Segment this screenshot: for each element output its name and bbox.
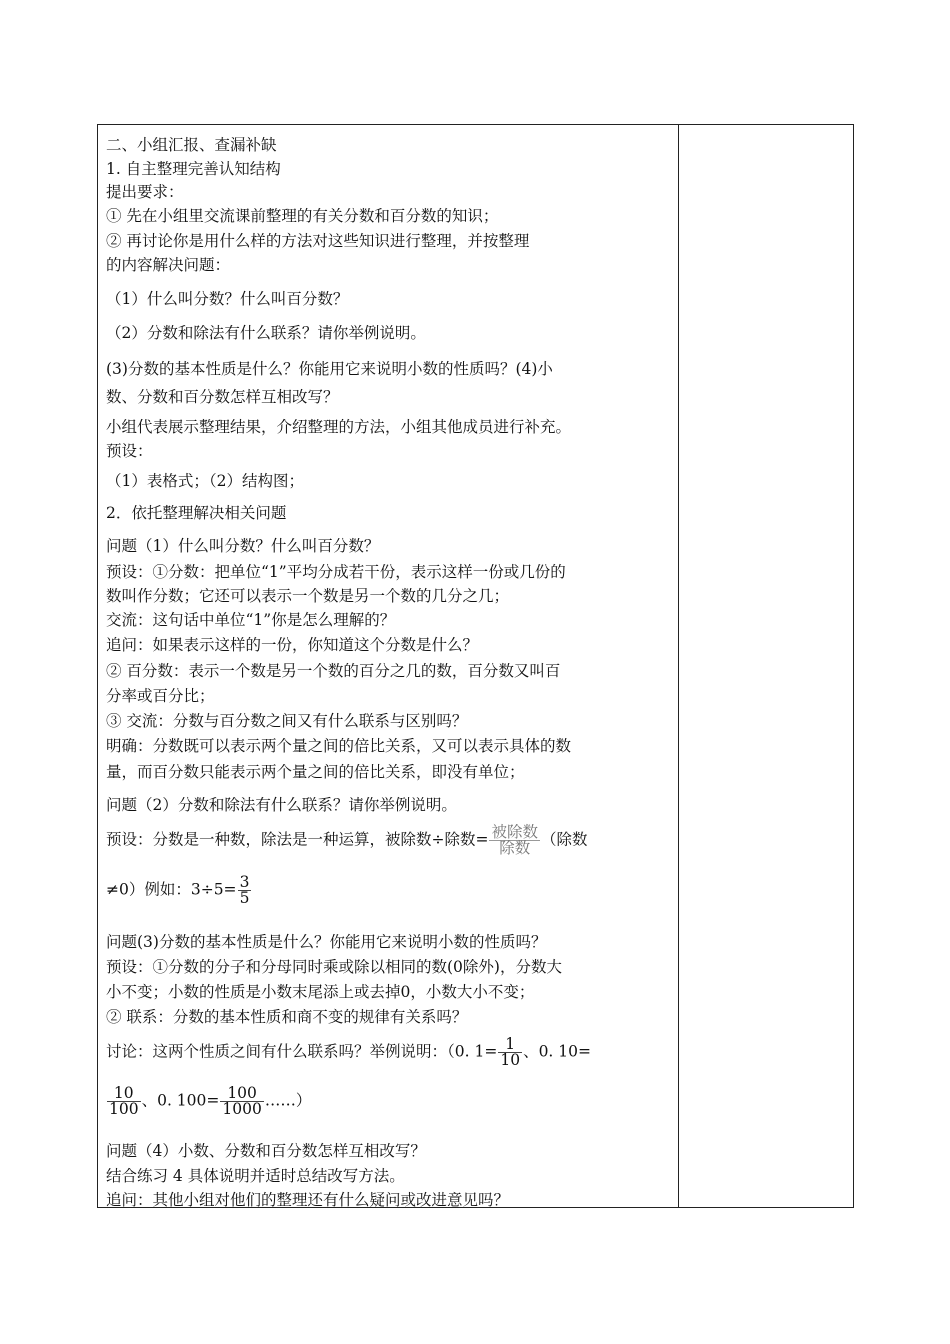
text-line: 问题（1）什么叫分数？什么叫百分数？ — [106, 537, 380, 555]
fraction-numerator: 3 — [239, 873, 250, 891]
text-line: 二、小组汇报、查漏补缺 — [106, 136, 277, 154]
text-line: 数、分数和百分数怎样互相改写？ — [106, 388, 339, 406]
text-line: 1. 自主整理完善认知结构 — [106, 160, 281, 178]
fraction-denominator: 除数 — [499, 839, 531, 857]
fraction-numerator: 10 — [107, 1086, 141, 1102]
example-line — [106, 875, 252, 906]
lesson-table — [97, 124, 854, 1208]
text-line: ② 百分数：表示一个数是另一个数的百分之几的数，百分数又叫百 — [106, 662, 561, 680]
text-line: 问题(3)分数的基本性质是什么？你能用它来说明小数的性质吗？ — [106, 933, 547, 951]
text-line: 预设： — [106, 442, 153, 460]
fraction — [107, 1086, 141, 1117]
text-line: （2）分数和除法有什么联系？请你举例说明。 — [106, 324, 426, 342]
fraction-numerator: 100 — [220, 1086, 263, 1102]
discussion-line — [106, 1037, 591, 1068]
text-line: ③ 交流：分数与百分数之间又有什么联系与区别吗？ — [106, 712, 468, 730]
text-line: 结合练习 4 具体说明并适时总结改写方法。 — [106, 1167, 405, 1185]
fraction-denominator: 5 — [239, 889, 250, 907]
text-line: 数叫作分数；它还可以表示一个数是另一个数的几分之几； — [106, 587, 510, 605]
text-line: (3)分数的基本性质是什么？你能用它来说明小数的性质吗？(4)小 — [106, 360, 553, 378]
division-prefix: 预设：分数是一种数，除法是一种运算，被除数÷除数= — [106, 830, 489, 849]
fraction-denominator: 1000 — [222, 1100, 262, 1118]
fraction-denominator: 10 — [500, 1051, 521, 1069]
text-line: 问题（4）小数、分数和百分数怎样互相改写？ — [106, 1142, 426, 1160]
text-line: 提出要求： — [106, 183, 184, 201]
text-line: 小组代表展示整理结果，介绍整理的方法，小组其他成员进行补充。 — [106, 418, 572, 436]
fraction-numerator: 1 — [498, 1037, 522, 1053]
text-line: 预设：①分数的分子和分母同时乘或除以相同的数(0除外)，分数大 — [106, 958, 562, 976]
fraction — [489, 825, 540, 856]
text-line: 追问：如果表示这样的一份，你知道这个分数是什么？ — [106, 636, 479, 654]
example-prefix: ≠0）例如：3÷5= — [106, 880, 237, 899]
text-line: 分率或百分比； — [106, 687, 215, 705]
fraction — [498, 1037, 522, 1068]
fraction-denominator: 100 — [109, 1100, 139, 1118]
text-line: 小不变；小数的性质是小数末尾添上或去掉0，小数大小不变； — [106, 983, 535, 1001]
text-line: ② 联系：分数的基本性质和商不变的规律有关系吗？ — [106, 1008, 468, 1026]
text-line: 量，而百分数只能表示两个量之间的倍比关系，即没有单位； — [106, 763, 525, 781]
discussion-line-2 — [106, 1086, 311, 1117]
discussion-middle: 、0. 100= — [141, 1091, 220, 1110]
fraction — [220, 1086, 263, 1117]
text-line: 交流：这句话中单位“1”你是怎么理解的？ — [106, 611, 396, 629]
division-suffix: （除数 — [541, 830, 588, 849]
column-divider — [678, 125, 679, 1207]
text-line: （1）表格式；（2）结构图； — [106, 472, 304, 490]
fraction — [238, 875, 252, 906]
text-line: 问题（2）分数和除法有什么联系？请你举例说明。 — [106, 796, 457, 814]
text-line: 2．依托整理解决相关问题 — [106, 504, 287, 522]
text-line: 预设：①分数：把单位“1”平均分成若干份，表示这样一份或几份的 — [106, 563, 566, 581]
text-line: 明确：分数既可以表示两个量之间的倍比关系，又可以表示具体的数 — [106, 737, 572, 755]
text-line: ② 再讨论你是用什么样的方法对这些知识进行整理，并按整理 — [106, 232, 530, 250]
discussion-end: ……） — [264, 1091, 312, 1110]
text-line: （1）什么叫分数？什么叫百分数？ — [106, 290, 349, 308]
text-line: ① 先在小组里交流课前整理的有关分数和百分数的知识； — [106, 207, 499, 225]
discussion-suffix: 、0. 10= — [523, 1042, 591, 1061]
fraction-numerator: 被除数 — [491, 823, 538, 841]
text-line: 的内容解决问题： — [106, 256, 231, 274]
division-line — [106, 825, 588, 856]
discussion-prefix: 讨论：这两个性质之间有什么联系吗？举例说明：（0. 1= — [106, 1042, 498, 1061]
text-line: 追问：其他小组对他们的整理还有什么疑问或改进意见吗？ — [106, 1191, 510, 1209]
